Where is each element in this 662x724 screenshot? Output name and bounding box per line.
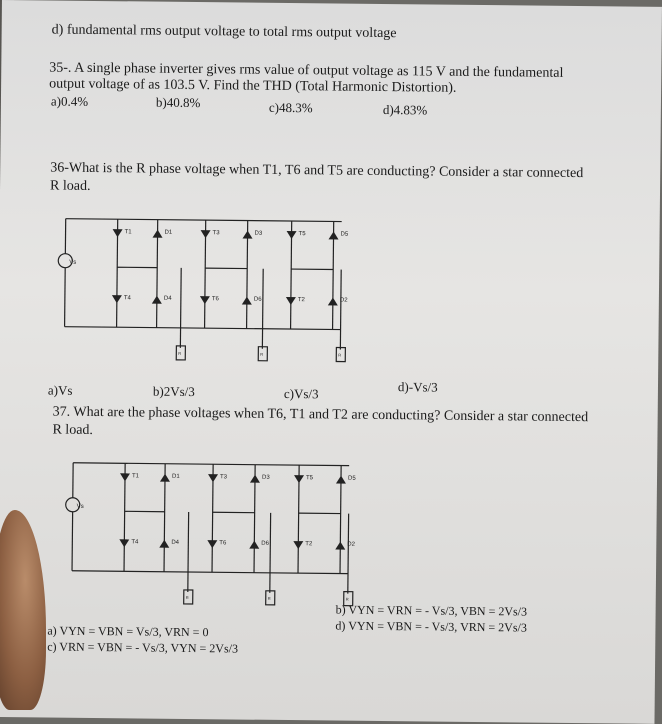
label-t6: T6	[212, 296, 220, 302]
load-label-r2: R	[260, 352, 263, 357]
label-t2: T2	[305, 541, 313, 547]
q37-option-b: b) VYN = VRN = - Vs/3, VBN = 2Vs/3	[336, 602, 528, 620]
q36-inverter-circuit	[50, 209, 362, 372]
source-label: Vs	[77, 504, 84, 510]
q37-text-line1: 37. What are the phase voltages when T6, T1 and T2 are conducting? Consider a star connected	[53, 405, 589, 427]
q36-option-d: d)-Vs/3	[398, 379, 438, 395]
label-t5: T5	[299, 231, 307, 237]
load-label-r3: R	[338, 353, 341, 358]
q36-option-a: a)Vs	[48, 383, 73, 399]
label-d4: D4	[171, 540, 179, 546]
source-label: Vs	[69, 260, 76, 266]
q36-text-line1: 36-What is the R phase voltage when T1, T6 and T5 are conducting? Consider a star connected	[50, 161, 583, 183]
q37-option-d: d) VYN = VBN = - Vs/3, VRN = 2Vs/3	[335, 618, 527, 636]
label-t6: T6	[219, 540, 227, 546]
load-label-r2: R	[268, 596, 271, 601]
q35-option-a: a)0.4%	[51, 94, 88, 110]
label-d5: D5	[348, 476, 356, 482]
q36-text-line2: R load.	[50, 179, 91, 195]
q36-option-b: b)2Vs/3	[153, 384, 195, 400]
q35-text-line1: 35-. A single phase inverter gives rms value of output voltage as 115 V and the fundamental	[49, 60, 563, 81]
q35-option-c: c)48.3%	[269, 100, 313, 116]
label-d1: D1	[165, 230, 173, 236]
load-label-r1: R	[186, 595, 189, 600]
q35-option-b: b)40.8%	[156, 95, 201, 111]
label-d4: D4	[164, 296, 172, 302]
q34-option-d: d) fundamental rms output voltage to total rms output voltage	[52, 23, 397, 43]
q36-option-c: c)Vs/3	[284, 386, 319, 402]
q37-inverter-circuit	[58, 453, 370, 616]
label-d2: D2	[347, 542, 355, 548]
label-t4: T4	[124, 295, 132, 301]
load-label-r1: R	[178, 351, 181, 356]
label-d3: D3	[255, 231, 263, 237]
q37-option-c: c) VRN = VBN = - Vs/3, VYN = 2Vs/3	[47, 639, 238, 657]
label-t1: T1	[132, 473, 140, 479]
label-t2: T2	[298, 297, 306, 303]
label-t4: T4	[131, 539, 139, 545]
label-d6: D6	[261, 541, 269, 547]
label-t3: T3	[220, 474, 228, 480]
label-d1: D1	[172, 474, 180, 480]
label-t1: T1	[125, 229, 133, 235]
load-label-r3: R	[346, 597, 349, 602]
q35-text-line2: output voltage of as 103.5 V. Find the THD (Total Harmonic Distortion).	[49, 76, 456, 96]
q35-option-d: d)4.83%	[383, 102, 428, 118]
q37-text-line2: R load.	[52, 423, 93, 439]
label-d3: D3	[262, 475, 270, 481]
label-t3: T3	[213, 230, 221, 236]
label-d2: D2	[340, 298, 348, 304]
label-d5: D5	[341, 232, 349, 238]
label-d6: D6	[254, 297, 262, 303]
label-t5: T5	[306, 475, 314, 481]
q37-option-a: a) VYN = VBN = Vs/3, VRN = 0	[47, 623, 208, 641]
